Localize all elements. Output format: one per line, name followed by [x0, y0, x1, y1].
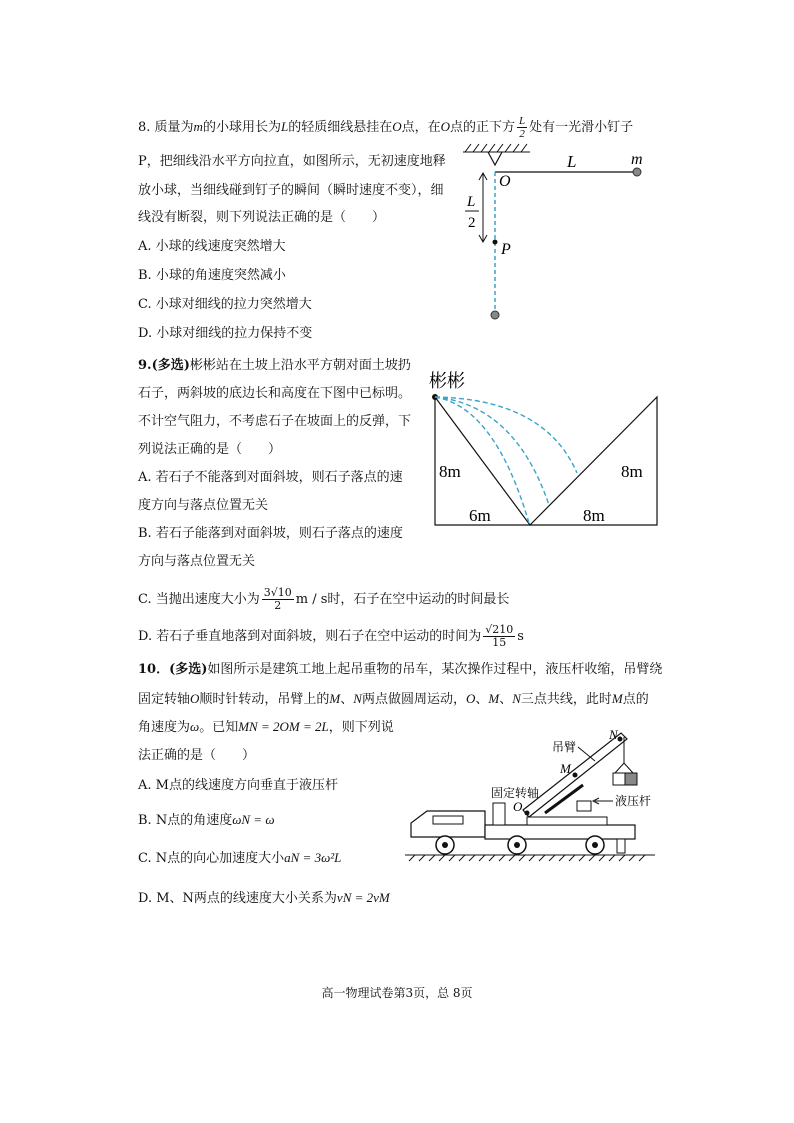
- pivot-support: [488, 152, 502, 165]
- q8-stem-line1: 8. 质量为m的小球用长为L的轻质细线悬挂在O点，在O点的正下方 $\frac{L}{2}$ 处有一光滑小钉子: [138, 115, 634, 140]
- truck-bed: [485, 825, 635, 839]
- trajectory-2: [435, 397, 549, 505]
- platform: [527, 817, 607, 825]
- ground-hatch: [405, 855, 655, 861]
- q8-option-d: D. 小球对细线的拉力保持不变: [138, 326, 313, 341]
- hydraulic-base: [577, 801, 591, 811]
- q9-stem-line4: 列说法正确的是（ ）: [138, 442, 282, 457]
- q9-option-d: D. 若石子垂直地落到对面斜坡，则石子在空中运动的时间为 $\frac{√210}{15}$ s: [138, 623, 524, 649]
- label-o: O: [499, 173, 511, 190]
- page-footer: 高一物理试卷第3页，总 8页: [321, 986, 473, 1000]
- label-rod: 液压杆: [615, 794, 652, 808]
- q9-slopes-figure: [425, 365, 665, 530]
- label-n: N: [609, 727, 618, 742]
- q10-option-a: A. M点的线速度方向垂直于液压杆: [138, 778, 338, 793]
- label-right-height: 8m: [621, 462, 643, 481]
- q10-stem-line1: 10．(多选)如图所示是建筑工地上起吊重物的吊车，某次操作过程中，液压杆收缩，吊臂绕: [138, 662, 663, 677]
- label-binbin: 彬彬: [429, 371, 465, 392]
- q8-stem-line3: 放小球，当细线碰到钉子的瞬间（瞬时速度不变），细: [138, 183, 444, 198]
- label-m: m: [631, 151, 643, 168]
- dimension-arrow: [479, 173, 487, 242]
- q10-option-c: C. N点的向心加速度大小aN = 3ω²L: [138, 850, 342, 866]
- q8-option-a: A. 小球的线速度突然增大: [138, 239, 286, 254]
- q10-crane-figure: [405, 725, 665, 865]
- q9-option-b-line1: B. 若石子能落到对面斜坡，则石子落点的速度: [138, 526, 403, 541]
- outrigger: [617, 839, 625, 853]
- label-half-den: 2: [468, 215, 476, 231]
- q8-option-b: B. 小球的角速度突然减小: [138, 268, 286, 283]
- q9-stem-line1: 9.(多选)彬彬站在土坡上沿水平方朝对面土坡扔: [138, 358, 411, 373]
- q10-option-d: D. M、N两点的线速度大小关系为vN = 2vM: [138, 890, 390, 906]
- q9-option-c: C. 当抛出速度大小为 $\frac{3√10}{2}$ m / s时，石子在空中运动的时间最长: [138, 586, 510, 612]
- q9-option-a-line1: A. 若石子不能落到对面斜坡，则石子落点的速: [138, 470, 403, 485]
- label-axis: 固定转轴: [491, 786, 540, 800]
- label-left-base: 6m: [469, 506, 491, 525]
- q10-stem-line4: 法正确的是（ ）: [138, 748, 256, 763]
- point-m: [573, 773, 578, 778]
- truck-post: [493, 803, 505, 825]
- q8-option-c: C. 小球对细线的拉力突然增大: [138, 297, 312, 312]
- label-l-top: L: [567, 152, 577, 171]
- q8-stem-line4: 线没有断裂，则下列说法正确的是（ ）: [138, 210, 386, 225]
- label-half-num: L: [467, 194, 476, 210]
- ceiling-hatch: [463, 144, 530, 152]
- label-m: M: [560, 761, 571, 776]
- label-arm: 吊臂: [552, 740, 577, 754]
- q10-stem-line3: 角速度为ω。已知MN = 2OM = 2L，则下列说: [138, 719, 394, 735]
- q10-stem-line2: 固定转轴O顺时针转动，吊臂上的M、N两点做圆周运动，O、M、N三点共线，此时M点的: [138, 691, 649, 707]
- label-o: O: [513, 799, 523, 814]
- cab-window: [433, 816, 463, 824]
- q10-option-b: B. N点的角速度ωN = ω: [138, 812, 275, 828]
- q9-option-a-line2: 度方向与落点位置无关: [138, 498, 269, 513]
- ball-start: [633, 168, 641, 176]
- ball-bottom: [491, 311, 499, 319]
- q9-stem-line3: 不计空气阻力，不考虑石子在坡面上的反弹，下: [138, 414, 412, 429]
- label-left-height: 8m: [439, 462, 461, 481]
- q8-fraction-l-over-2: $\frac{L}{2}$: [519, 115, 526, 140]
- q9-stem-line2: 石子，两斜坡的底边长和高度在下图中已标明。: [138, 386, 412, 401]
- point-o: [525, 811, 530, 816]
- nail-p: [493, 240, 498, 245]
- label-p: P: [501, 241, 511, 258]
- point-n: [618, 737, 623, 742]
- q8-stem-line2: P，把细线沿水平方向拉直，如图所示，无初速度地释: [138, 154, 446, 169]
- label-right-base: 8m: [583, 506, 605, 525]
- q8-pendulum-figure: [455, 140, 665, 330]
- q9-option-b-line2: 方向与落点位置无关: [138, 554, 256, 569]
